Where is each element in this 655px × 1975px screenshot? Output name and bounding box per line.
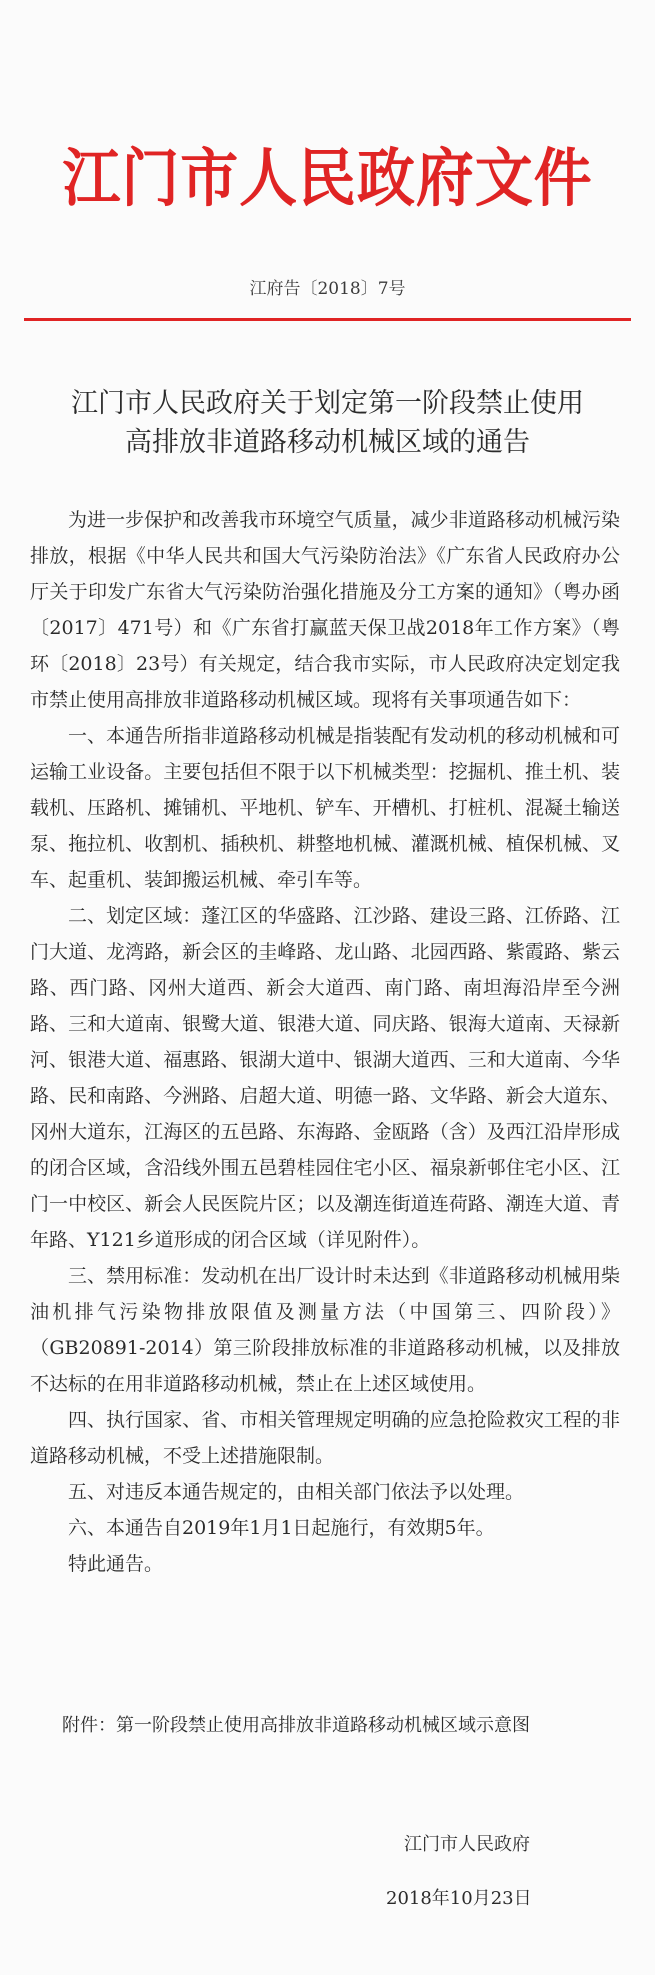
paragraph-item-4: 四、执行国家、省、市相关管理规定明确的应急抢险救灾工程的非道路移动机械，不受上述措施限制。 (30, 1409, 620, 1467)
red-divider-line (24, 318, 631, 321)
signature-date: 2018年10月23日 (386, 1888, 532, 1909)
paragraph-item-2: 二、划定区域：蓬江区的华盛路、江沙路、建设三路、江侨路、江门大道、龙湾路，新会区的圭峰路、龙山路、北园西路、紫霞路、紫云路、西门路、冈州大道西、新会大道西、南门路、南坦海沿岸至今洲路、三和大道南、银鹭大道、银港大道、同庆路、银海大道南、天禄新河、银港大道、福惠路、银湖大道中、银湖大道西、三和大道南、今华路、民和南路、今洲路、启超大道、明德一路、文华路、新会大道东、冈州大道东，江海区的五邑路、东海路、金瓯路（含）及西江沿岸形成的闭合区域，含沿线外围五邑碧桂园住宅小区、福泉新邨住宅小区、江门一中校区、新会人民医院片区；以及潮连街道连荷路、潮连大道、青年路、Y121乡道形成的闭合区域（详见附件）。 (30, 905, 620, 1251)
paragraph-item-6: 六、本通告自2019年1月1日起施行，有效期5年。 (68, 1517, 495, 1539)
notice-title (0, 384, 655, 462)
signature-org: 江门市人民政府 (404, 1834, 530, 1855)
paragraph-item-3: 三、禁用标准：发动机在出厂设计时未达到《非道路移动机械用柴油机排气污染物排放限值及测量方法（中国第三、四阶段）》（GB20891-2014）第三阶段排放标准的非道路移动机械，以及排放不达标的在用非道路移动机械，禁止在上述区域使用。 (30, 1265, 620, 1395)
notice-title-line-1: 江门市人民政府关于划定第一阶段禁止使用 (71, 388, 584, 419)
notice-title-line-2: 高排放非道路移动机械区域的通告 (125, 427, 530, 458)
notice-body (30, 502, 620, 1582)
paragraph-closing: 特此通告。 (68, 1553, 164, 1575)
document-header-title: 江门市人民政府文件 (62, 141, 593, 215)
signature-block (370, 1830, 620, 1914)
paragraph-item-5: 五、对违反本通告规定的，由相关部门依法予以处理。 (68, 1481, 525, 1503)
attachment-line: 附件：第一阶段禁止使用高排放非道路移动机械区域示意图 (62, 1715, 530, 1736)
paragraph-item-1: 一、本通告所指非道路移动机械是指装配有发动机的移动机械和可运输工业设备。主要包括但不限于以下机械类型：挖掘机、推土机、装载机、压路机、摊铺机、平地机、铲车、开槽机、打桩机、混凝土输送泵、拖拉机、收割机、插秧机、耕整地机械、灌溉机械、植保机械、叉车、起重机、装卸搬运机械、牵引车等。 (30, 725, 620, 891)
document-number: 江府告〔2018〕7号 (249, 279, 406, 299)
paragraph-intro: 为进一步保护和改善我市环境空气质量，减少非道路移动机械污染排放，根据《中华人民共和国大气污染防治法》《广东省人民政府办公厅关于印发广东省大气污染防治强化措施及分工方案的通知》（粤办函〔2017〕471号）和《广东省打赢蓝天保卫战2018年工作方案》（粤环〔2018〕23号）有关规定，结合我市实际，市人民政府决定划定我市禁止使用高排放非道路移动机械区域。现将有关事项通告如下： (30, 509, 620, 711)
